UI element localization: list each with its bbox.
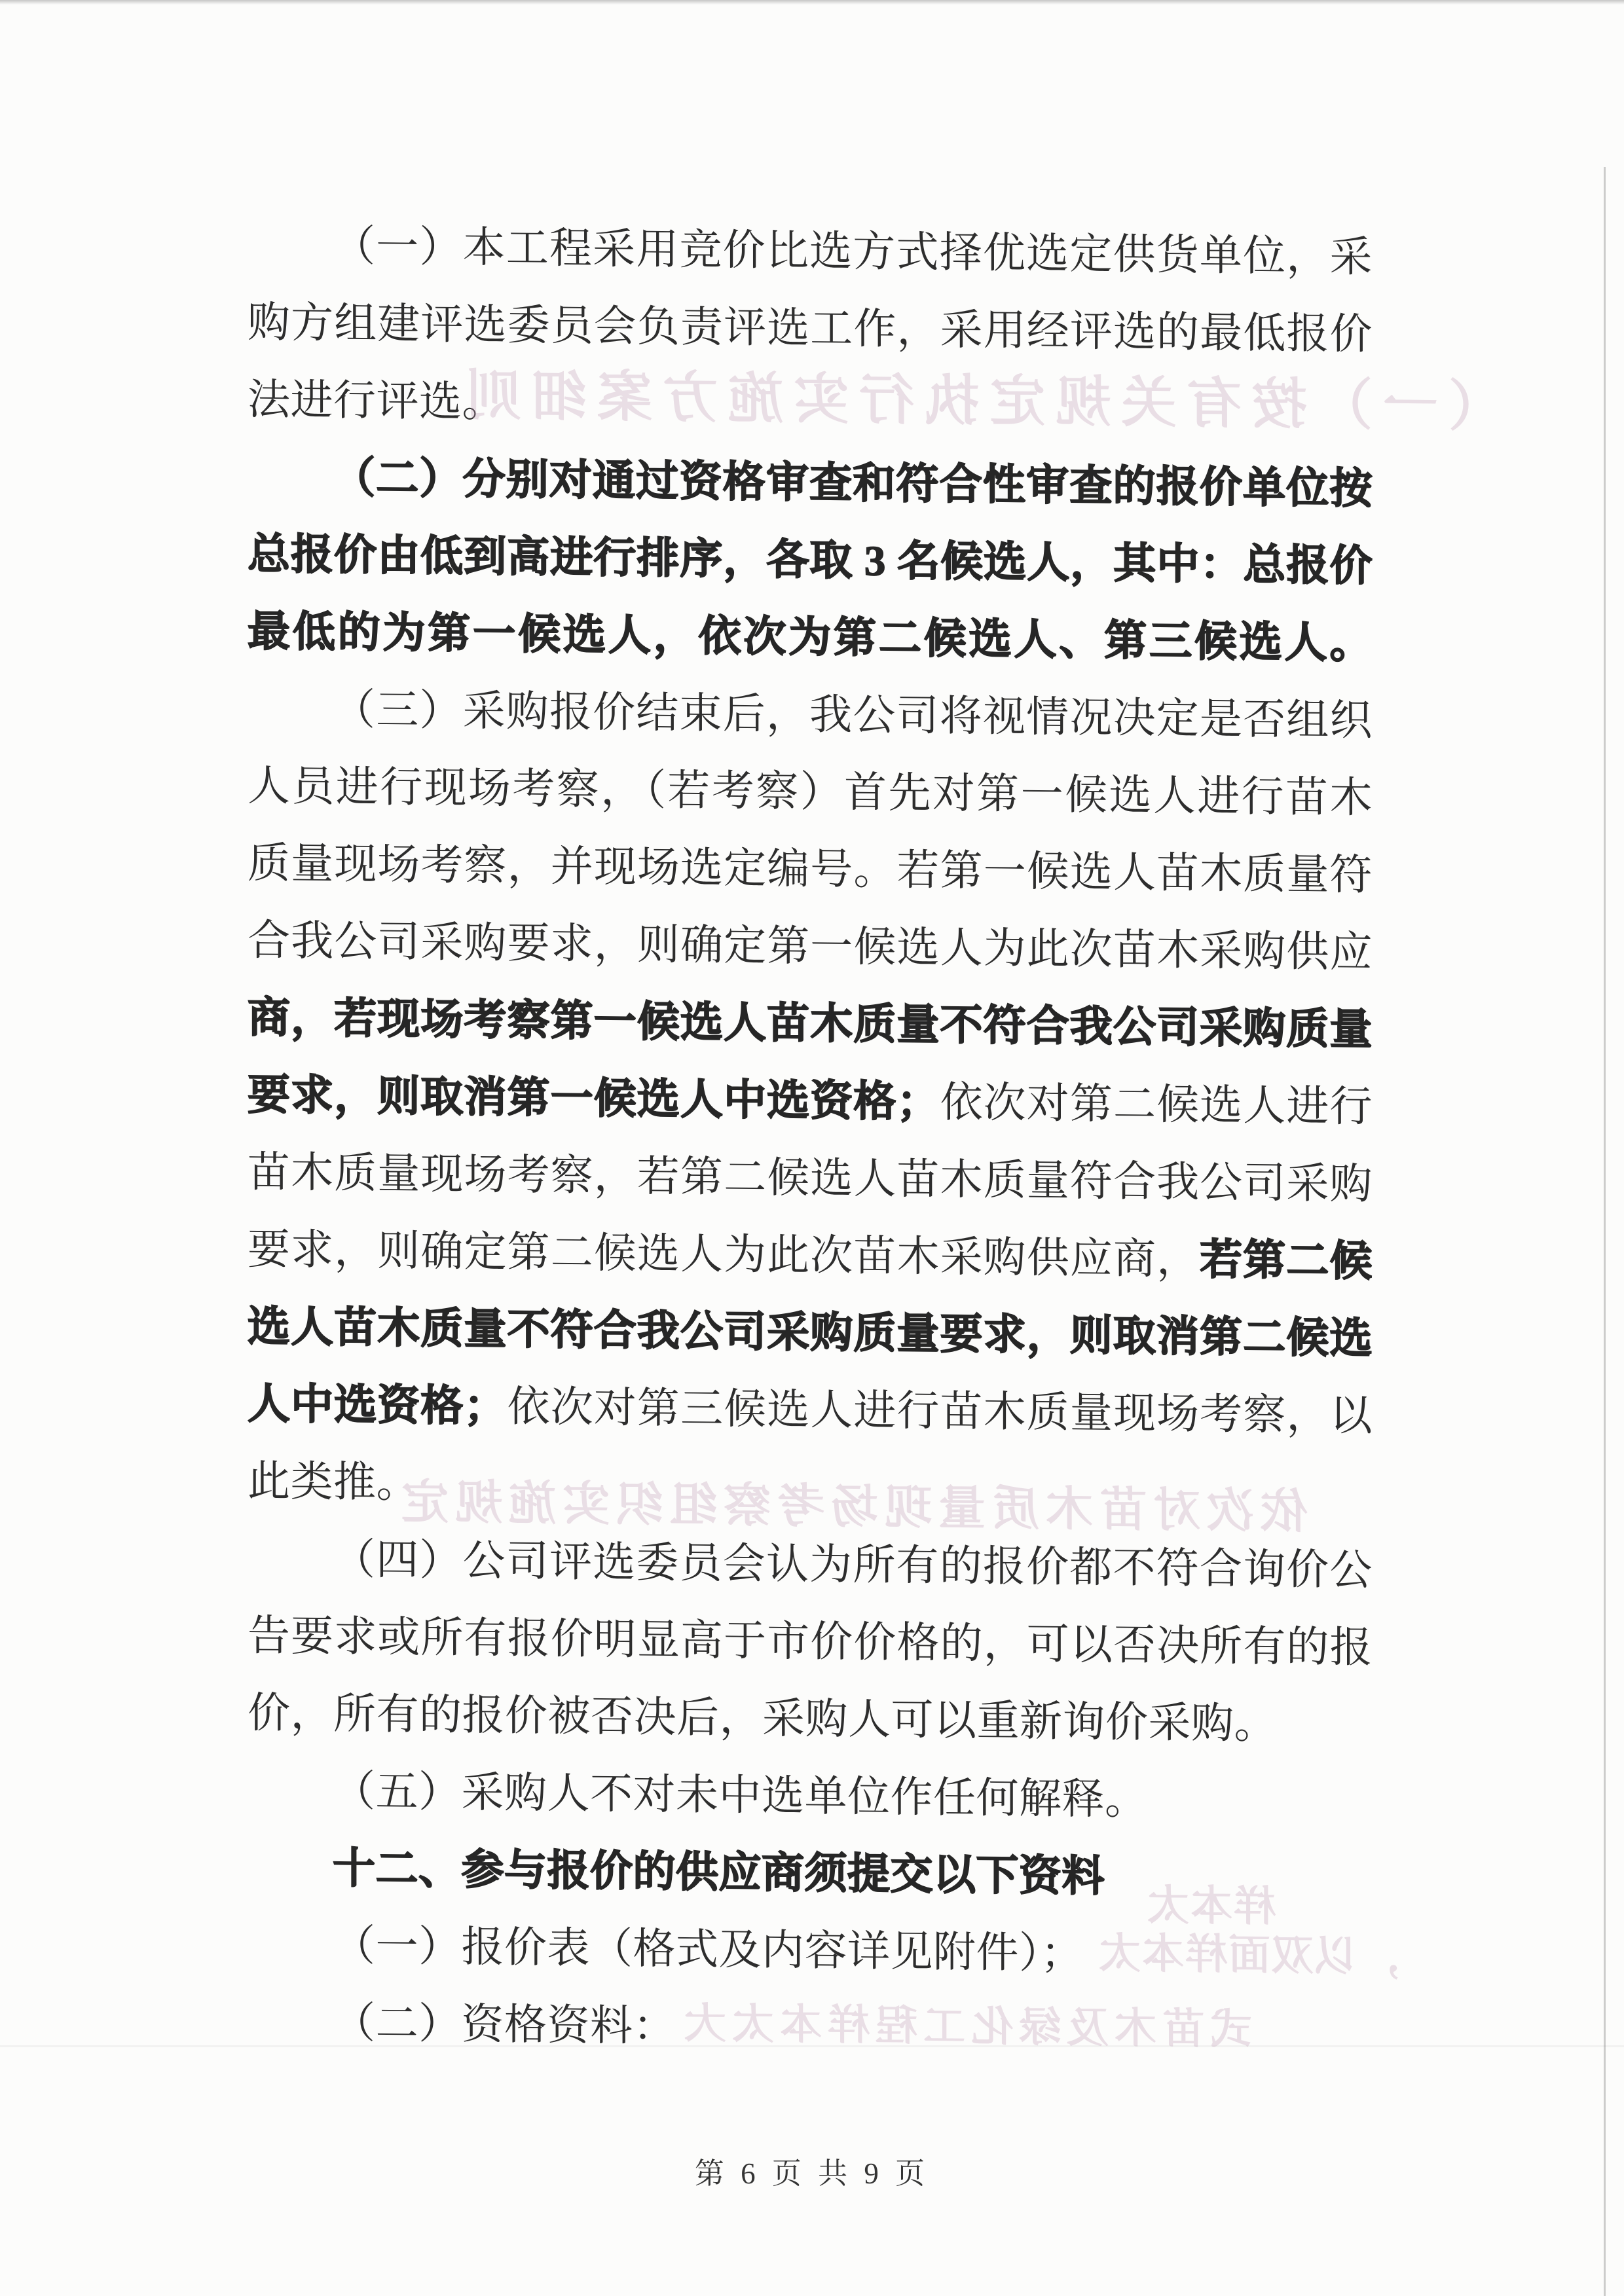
bold-text-segment: 选人苗木质量不符合我公司采购质量要求，则取消第二候选 bbox=[248, 1303, 1373, 1363]
body-text-block bbox=[248, 207, 1504, 2073]
text-line bbox=[248, 1057, 1373, 1146]
text-segment: 苗木质量现场考察，若第二候选人苗木质量符合我公司采购 bbox=[248, 1149, 1373, 1209]
ghost-bleedthrough-text: 样本太 bbox=[1146, 1882, 1276, 1930]
bold-text-segment: 若第二候 bbox=[1200, 1236, 1373, 1286]
bold-text-segment: （二）分别对通过资格审查和符合性审查的报价单位按 bbox=[333, 454, 1373, 513]
text-line bbox=[248, 593, 1373, 683]
text-segment: （三）采购报价结束后，我公司将视情况决定是否组织 bbox=[333, 686, 1373, 745]
bold-text-segment: 商，若现场考察第一候选人苗木质量不符合我公司采购质量 bbox=[248, 994, 1373, 1054]
text-segment: 人员进行现场考察，（若考察）首先对第一候选人进行苗木 bbox=[248, 763, 1373, 822]
text-segment: （四）公司评选委员会认为所有的报价都不符合询价公 bbox=[333, 1536, 1373, 1595]
text-segment: （二）资格资料： bbox=[333, 1999, 676, 2051]
ghost-bleedthrough-text: （一）按有关规定执行实施方案细则 bbox=[456, 365, 1504, 438]
text-line bbox=[248, 825, 1373, 915]
text-segment: 依次对第二候选人进行 bbox=[939, 1079, 1373, 1131]
text-line bbox=[248, 1675, 1373, 1764]
scan-top-edge-artifact bbox=[0, 0, 1624, 5]
text-segment: 法进行评选。 bbox=[248, 376, 506, 427]
bold-text-segment: 总报价由低到高进行排序，各取 3 名候选人，其中：总报价 bbox=[248, 531, 1373, 591]
text-segment: 依次对第三候选人进行苗木质量现场考察，以 bbox=[507, 1383, 1373, 1440]
text-segment: 此类推。 bbox=[248, 1458, 420, 1507]
text-line bbox=[248, 516, 1373, 606]
text-segment: 要求，则确定第二候选人为此次苗木采购供应商， bbox=[248, 1226, 1200, 1284]
text-segment: （五）采购人不对未中选单位作任何解释。 bbox=[333, 1768, 1148, 1824]
text-line bbox=[248, 670, 1373, 760]
text-line bbox=[248, 1752, 1373, 1842]
text-line bbox=[248, 1984, 1373, 2073]
text-line bbox=[248, 207, 1373, 297]
text-segment: 质量现场考察，并现场选定编号。若第一候选人苗木质量符 bbox=[248, 840, 1373, 900]
ghost-bleedthrough-text: 式苗木及绿化工程样本太大 bbox=[678, 2000, 1252, 2053]
bold-text-segment: 最低的为第一候选人，依次为第二候选人、第三候选人。 bbox=[248, 608, 1373, 668]
bold-text-segment: 十二、参与报价的供应商须提交以下资料 bbox=[333, 1845, 1105, 1901]
ghost-bleedthrough-text: ，以双面样本太 bbox=[1098, 1930, 1400, 1980]
text-line bbox=[248, 1211, 1373, 1301]
text-line bbox=[248, 902, 1373, 992]
text-segment: 告要求或所有报价明显高于市价价格的，可以否决所有的报 bbox=[248, 1613, 1373, 1672]
text-line bbox=[248, 1366, 1373, 1455]
text-line bbox=[248, 1443, 1373, 1539]
text-line bbox=[248, 439, 1373, 528]
text-line bbox=[248, 1829, 1373, 1919]
text-segment: 价，所有的报价被否决后，采购人可以重新询价采购。 bbox=[248, 1690, 1278, 1749]
text-line bbox=[248, 1906, 1373, 1996]
scan-right-edge-line bbox=[1604, 167, 1606, 2296]
text-segment: （一）本工程采用竞价比选方式择优选定供货单位，采 bbox=[333, 223, 1373, 282]
ghost-bleedthrough-text: 依次对苗木质量现场考察组织实施规定 bbox=[395, 1476, 1308, 1539]
text-segment: 购方组建评选委员会负责评选工作，采用经评选的最低报价 bbox=[248, 299, 1373, 359]
text-line bbox=[248, 1597, 1373, 1687]
text-line bbox=[248, 1288, 1373, 1378]
bold-text-segment: 人中选资格； bbox=[248, 1381, 507, 1431]
bold-text-segment: 要求，则取消第一候选人中选资格； bbox=[248, 1072, 940, 1127]
text-line bbox=[248, 748, 1373, 837]
text-line bbox=[248, 979, 1373, 1069]
text-segment: 合我公司采购要求，则确定第一候选人为此次苗木采购供应 bbox=[248, 917, 1373, 977]
text-line bbox=[248, 1520, 1373, 1610]
page-number-footer: 第 6 页 共 9 页 bbox=[694, 2157, 930, 2190]
text-segment: （一）报价表（格式及内容详见附件）； bbox=[333, 1922, 1084, 1978]
text-line bbox=[248, 1134, 1373, 1224]
text-line bbox=[248, 361, 1373, 451]
text-line bbox=[248, 284, 1373, 374]
